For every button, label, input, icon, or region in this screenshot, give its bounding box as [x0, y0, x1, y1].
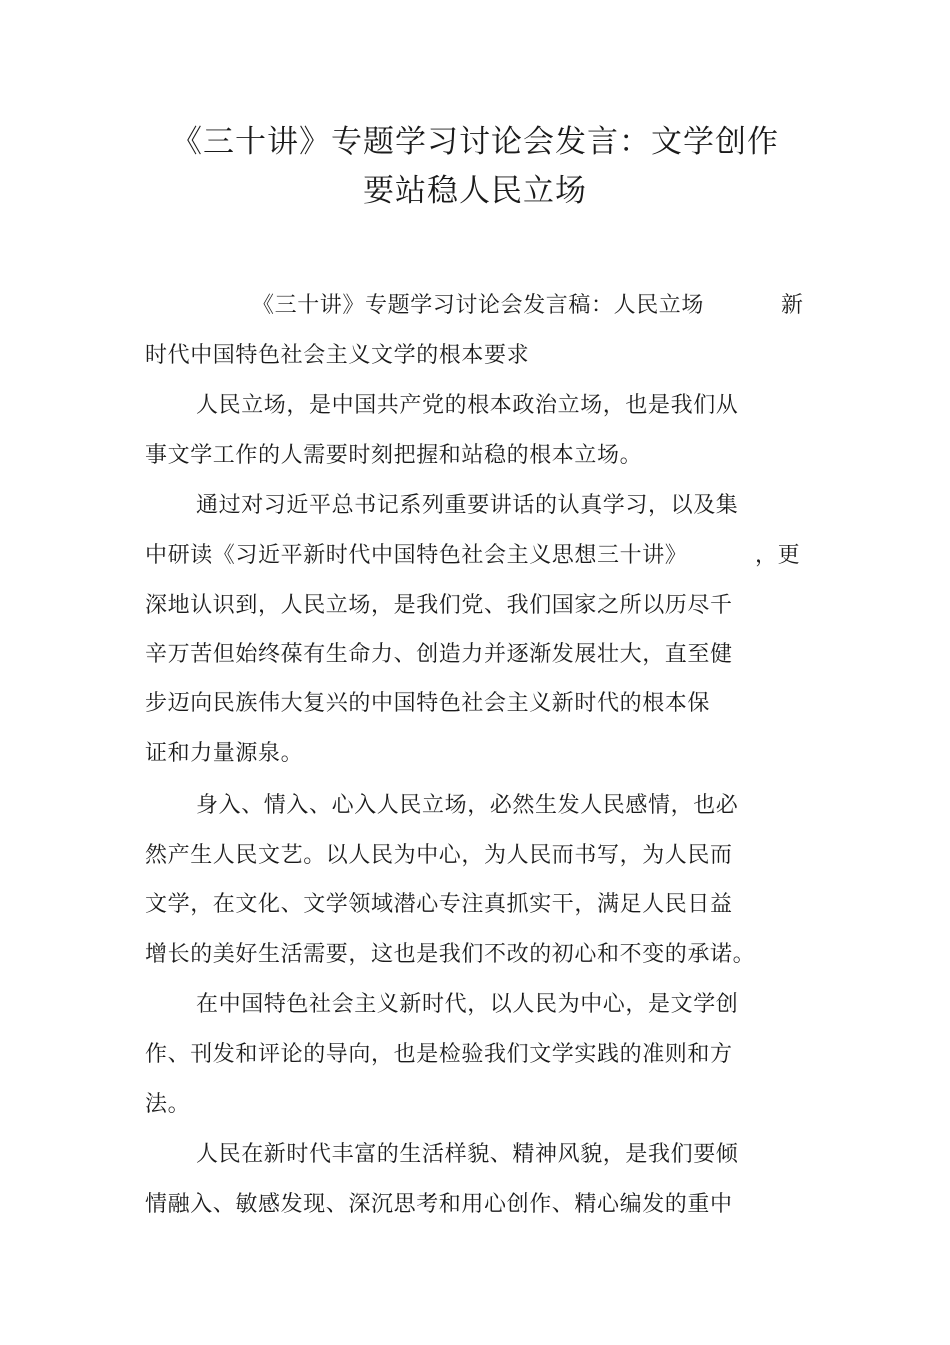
- subtitle-line-1-tail: 新: [781, 293, 804, 318]
- paragraph-4-line-2: 作、刊发和评论的导向，也是检验我们文学实践的准则和方: [145, 1042, 733, 1067]
- paragraph-5-line-1: 人民在新时代丰富的生活样貌、精神风貌，是我们要倾: [196, 1142, 739, 1167]
- paragraph-3-line-4: 增长的美好生活需要，这也是我们不改的初心和不变的承诺。: [145, 942, 756, 967]
- paragraph-2-line-2-tail: ，更: [755, 543, 801, 568]
- paragraph-3-line-2: 然产生人民文艺。以人民为中心，为人民而书写，为人民而: [145, 843, 733, 868]
- paragraph-2-line-2: 中研读《习近平新时代中国特色社会主义思想三十讲》: [145, 543, 688, 568]
- paragraph-4-line-1: 在中国特色社会主义新时代，以人民为中心，是文学创: [196, 992, 739, 1017]
- paragraph-1-line-2: 事文学工作的人需要时刻把握和站稳的根本立场。: [145, 443, 643, 468]
- paragraph-4-line-3: 法。: [145, 1092, 191, 1117]
- paragraph-5-line-2: 情融入、敏感发现、深沉思考和用心创作、精心编发的重中: [145, 1192, 733, 1217]
- paragraph-3-line-3: 文学，在文化、文学领域潜心专注真抓实干，满足人民日益: [145, 892, 733, 917]
- paragraph-3-line-1: 身入、情入、心入人民立场，必然生发人民感情，也必: [196, 793, 739, 818]
- paragraph-2-line-4: 辛万苦但始终葆有生命力、创造力并逐渐发展壮大，直至健: [145, 642, 733, 667]
- paragraph-2-line-6: 证和力量源泉。: [145, 741, 304, 766]
- paragraph-2-line-5: 步迈向民族伟大复兴的中国特色社会主义新时代的根本保: [145, 691, 711, 716]
- subtitle-line-1: 《三十讲》专题学习讨论会发言稿：人民立场: [252, 293, 705, 318]
- subtitle-line-2: 时代中国特色社会主义文学的根本要求: [145, 343, 530, 368]
- title-line-1: 《三十讲》专题学习讨论会发言：文学创作: [171, 124, 779, 160]
- title-line-2: 要站稳人民立场: [363, 173, 587, 209]
- paragraph-2-line-1: 通过对习近平总书记系列重要讲话的认真学习，以及集: [196, 493, 739, 518]
- paragraph-2-line-3: 深地认识到，人民立场，是我们党、我们国家之所以历尽千: [145, 593, 733, 618]
- paragraph-1-line-1: 人民立场，是中国共产党的根本政治立场，也是我们从: [196, 393, 739, 418]
